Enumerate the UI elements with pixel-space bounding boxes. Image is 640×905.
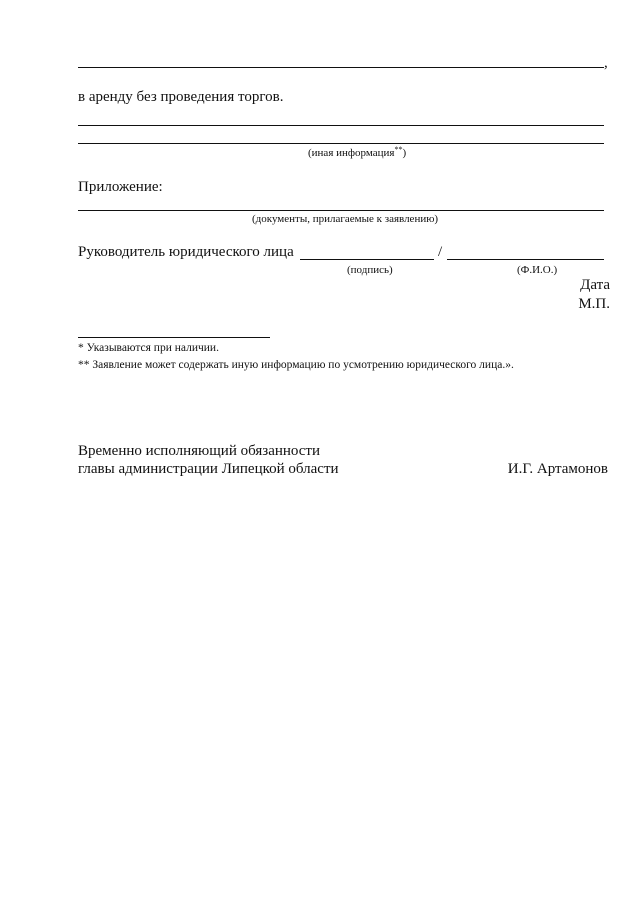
- footnote-2: ** Заявление может содержать иную информацию по усмотрению юридического лица.».: [78, 359, 514, 371]
- fio-blank: [447, 259, 604, 260]
- fio-caption: (Ф.И.О.): [517, 264, 558, 276]
- signoff-position-line-2: главы администрации Липецкой области: [78, 461, 339, 477]
- signoff-name: И.Г. Артамонов: [507, 461, 608, 477]
- attachment-caption: (документы, прилагаемые к заявлению): [252, 213, 439, 225]
- lease-text: в аренду без проведения торгов.: [78, 89, 284, 105]
- blank-line-other-info-1: [78, 125, 604, 126]
- footnote-separator: [78, 337, 270, 338]
- slash-separator: /: [438, 244, 443, 260]
- signature-blank: [300, 259, 434, 260]
- other-info-label: (иная информация: [308, 147, 395, 159]
- blank-line-other-info-2: [78, 143, 604, 144]
- signoff-position-line-1: Временно исполняющий обязанности: [78, 443, 321, 459]
- other-info-close: ): [402, 147, 407, 159]
- blank-line-attachment: [78, 210, 604, 211]
- blank-line-1: [78, 67, 604, 68]
- seal-label: М.П.: [578, 296, 610, 312]
- date-label: Дата: [580, 277, 610, 293]
- signature-caption: (подпись): [347, 264, 393, 276]
- head-label: Руководитель юридического лица: [78, 244, 294, 260]
- attachment-label: Приложение:: [78, 179, 163, 195]
- other-info-mark: **: [394, 145, 403, 154]
- trailing-comma: ,: [604, 55, 608, 71]
- footnote-1: * Указываются при наличии.: [78, 342, 219, 354]
- other-info-caption: [308, 145, 407, 159]
